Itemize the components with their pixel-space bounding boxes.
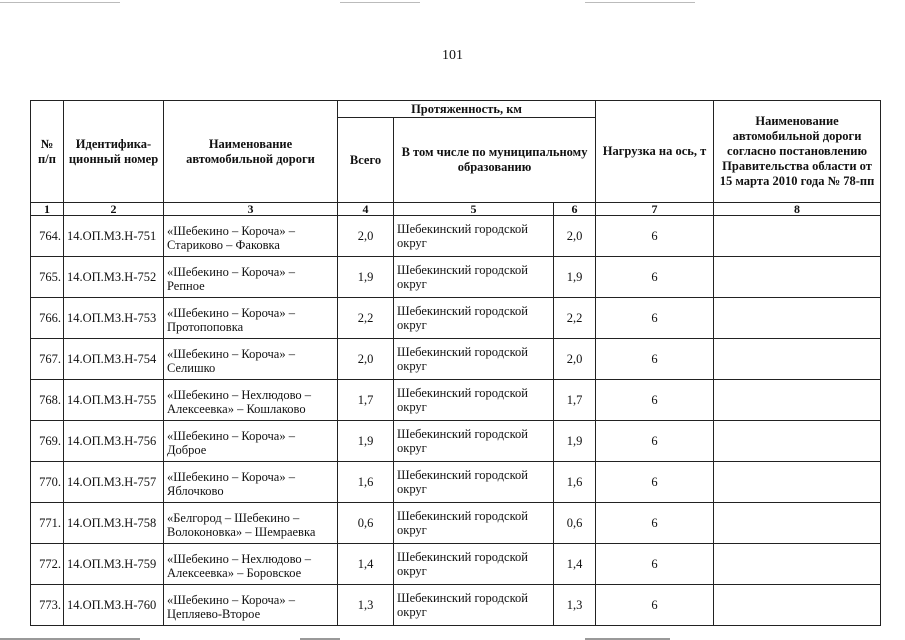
total-length: 2,2 [338,298,394,339]
row-number: 769. [31,421,64,462]
total-length: 0,6 [338,503,394,544]
road-identifier: 14.ОП.МЗ.Н-752 [64,257,164,298]
axle-load: 6 [596,380,714,421]
roads-table [30,100,881,626]
roads-table-container [30,100,880,626]
road-identifier: 14.ОП.МЗ.Н-758 [64,503,164,544]
row-number: 768. [31,380,64,421]
municipality: Шебекинский городской округ [394,298,554,339]
row-number: 765. [31,257,64,298]
road-name: «Шебекино – Короча» – Протопоповка [164,298,338,339]
official-name [714,462,881,503]
scan-edge-top-left [0,2,120,3]
table-row [31,544,881,585]
row-number: 766. [31,298,64,339]
road-identifier: 14.ОП.МЗ.Н-756 [64,421,164,462]
axle-load: 6 [596,339,714,380]
column-number-row [31,203,881,216]
official-name [714,380,881,421]
table-row [31,257,881,298]
municipality: Шебекинский городской округ [394,544,554,585]
road-identifier: 14.ОП.МЗ.Н-759 [64,544,164,585]
official-name [714,298,881,339]
column-number: 4 [338,203,394,216]
road-name: «Шебекино – Нехлюдово – Алексеевка» – Кошлаково [164,380,338,421]
official-name [714,503,881,544]
axle-load: 6 [596,298,714,339]
total-length: 2,0 [338,216,394,257]
axle-load: 6 [596,421,714,462]
axle-load: 6 [596,503,714,544]
column-number: 2 [64,203,164,216]
column-number: 6 [554,203,596,216]
row-number: 767. [31,339,64,380]
header-axle-load: Нагрузка на ось, т [596,101,714,203]
scan-edge-top-mid [340,2,420,3]
total-length: 1,3 [338,585,394,626]
municipality: Шебекинский городской округ [394,380,554,421]
road-identifier: 14.ОП.МЗ.Н-760 [64,585,164,626]
road-identifier: 14.ОП.МЗ.Н-751 [64,216,164,257]
table-row [31,503,881,544]
header-road-name: Наименование автомобильной дороги [164,101,338,203]
total-length: 1,4 [338,544,394,585]
municipality: Шебекинский городской округ [394,503,554,544]
municipal-length: 2,0 [554,339,596,380]
municipality: Шебекинский городской округ [394,257,554,298]
total-length: 1,6 [338,462,394,503]
municipal-length: 2,2 [554,298,596,339]
municipal-length: 1,9 [554,421,596,462]
axle-load: 6 [596,462,714,503]
scan-edge-top-right [585,2,695,3]
header-identifier: Идентифика-ционный номер [64,101,164,203]
table-row [31,585,881,626]
row-number: 764. [31,216,64,257]
official-name [714,585,881,626]
total-length: 1,7 [338,380,394,421]
road-name: «Белгород – Шебекино – Волоконовка» – Шемраевка [164,503,338,544]
table-row [31,216,881,257]
table-header [31,101,881,216]
municipal-length: 1,6 [554,462,596,503]
municipal-length: 1,9 [554,257,596,298]
axle-load: 6 [596,257,714,298]
official-name [714,421,881,462]
row-number: 772. [31,544,64,585]
municipal-length: 2,0 [554,216,596,257]
table-row [31,421,881,462]
municipal-length: 1,3 [554,585,596,626]
road-identifier: 14.ОП.МЗ.Н-754 [64,339,164,380]
header-row-number: № п/п [31,101,64,203]
total-length: 2,0 [338,339,394,380]
row-number: 771. [31,503,64,544]
road-name: «Шебекино – Короча» – Селишко [164,339,338,380]
axle-load: 6 [596,544,714,585]
municipal-length: 0,6 [554,503,596,544]
header-total-length: Всего [338,118,394,203]
road-identifier: 14.ОП.МЗ.Н-755 [64,380,164,421]
municipality: Шебекинский городской округ [394,339,554,380]
official-name [714,257,881,298]
municipality: Шебекинский городской округ [394,421,554,462]
municipality: Шебекинский городской округ [394,216,554,257]
column-number: 1 [31,203,64,216]
axle-load: 6 [596,216,714,257]
road-name: «Шебекино – Короча» – Яблочково [164,462,338,503]
table-row [31,380,881,421]
official-name [714,339,881,380]
road-name: «Шебекино – Короча» – Стариково – Факовка [164,216,338,257]
total-length: 1,9 [338,421,394,462]
column-number: 5 [394,203,554,216]
municipality: Шебекинский городской округ [394,585,554,626]
column-number: 3 [164,203,338,216]
road-name: «Шебекино – Короча» – Цепляево-Второе [164,585,338,626]
header-official-name: Наименование автомобильной дороги согласно постановлению Правительства области от 15 марта 2010 года № 78-пп [714,101,881,203]
column-number: 8 [714,203,881,216]
table-body [31,216,881,626]
table-row [31,298,881,339]
table-row [31,462,881,503]
municipal-length: 1,7 [554,380,596,421]
page-number: 101 [442,48,463,63]
axle-load: 6 [596,585,714,626]
official-name [714,544,881,585]
road-identifier: 14.ОП.МЗ.Н-753 [64,298,164,339]
row-number: 770. [31,462,64,503]
road-name: «Шебекино – Короча» – Доброе [164,421,338,462]
header-length: Протяженность, км [338,101,596,118]
table-row [31,339,881,380]
municipality: Шебекинский городской округ [394,462,554,503]
official-name [714,216,881,257]
road-identifier: 14.ОП.МЗ.Н-757 [64,462,164,503]
header-municipal-length: В том числе по муниципальному образованию [394,118,596,203]
row-number: 773. [31,585,64,626]
column-number: 7 [596,203,714,216]
road-name: «Шебекино – Короча» – Репное [164,257,338,298]
total-length: 1,9 [338,257,394,298]
municipal-length: 1,4 [554,544,596,585]
road-name: «Шебекино – Нехлюдово – Алексеевка» – Боровское [164,544,338,585]
